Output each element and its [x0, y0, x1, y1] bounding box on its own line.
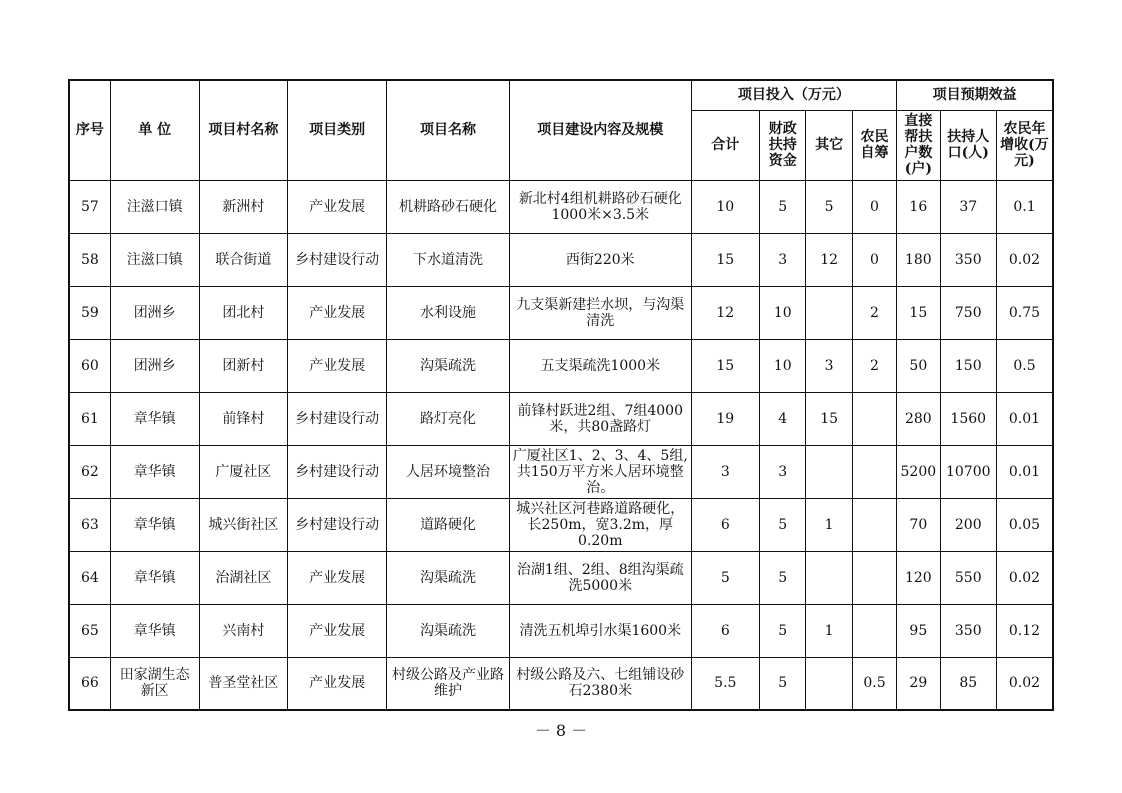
cell-unit: 章华镇: [110, 445, 199, 498]
cell-village: 前锋村: [199, 392, 288, 445]
cell-households: 50: [897, 339, 940, 392]
cell-households: 15: [897, 286, 940, 339]
cell-population: 150: [940, 339, 996, 392]
cell-content: 清洗五机埠引水渠1600米: [510, 604, 691, 657]
cell-households: 120: [897, 551, 940, 604]
cell-total: 19: [691, 392, 760, 445]
cell-village: 新洲村: [199, 180, 288, 233]
cell-name: 路灯亮化: [387, 392, 510, 445]
cell-farmer: 0: [852, 180, 896, 233]
cell-unit: 注滋口镇: [110, 180, 199, 233]
cell-population: 10700: [940, 445, 996, 498]
cell-seq: 62: [69, 445, 110, 498]
cell-village: 团新村: [199, 339, 288, 392]
cell-name: 沟渠疏洗: [387, 551, 510, 604]
table-row: [69, 551, 1053, 604]
cell-other: 15: [806, 392, 852, 445]
table-row: [69, 445, 1053, 498]
table-row: [69, 286, 1053, 339]
cell-total: 5: [691, 551, 760, 604]
cell-content: 前锋村跃进2组、7组4000米，共80盏路灯: [510, 392, 691, 445]
cell-name: 沟渠疏洗: [387, 339, 510, 392]
cell-income: 0.75: [996, 286, 1053, 339]
project-table: [68, 79, 1054, 711]
cell-farmer: 2: [852, 286, 896, 339]
cell-other: [806, 445, 852, 498]
table-row: [69, 604, 1053, 657]
cell-fiscal: 5: [760, 657, 806, 710]
cell-category: 乡村建设行动: [288, 445, 387, 498]
cell-name: 村级公路及产业路维护: [387, 657, 510, 710]
table-row: [69, 339, 1053, 392]
cell-income: 0.5: [996, 339, 1053, 392]
cell-population: 200: [940, 498, 996, 551]
cell-content: 西街220米: [510, 233, 691, 286]
cell-households: 180: [897, 233, 940, 286]
cell-name: 下水道清洗: [387, 233, 510, 286]
header-fiscal: 财政扶持资金: [760, 110, 806, 180]
cell-category: 乡村建设行动: [288, 498, 387, 551]
cell-households: 29: [897, 657, 940, 710]
cell-farmer: [852, 445, 896, 498]
table-row: [69, 657, 1053, 710]
cell-content: 广厦社区1、2、3、4、5组,共150万平方米人居环境整治。: [510, 445, 691, 498]
cell-population: 37: [940, 180, 996, 233]
header-category: 项目类别: [288, 80, 387, 180]
cell-other: 12: [806, 233, 852, 286]
cell-unit: 章华镇: [110, 604, 199, 657]
cell-other: 1: [806, 498, 852, 551]
header-farmer: 农民自筹: [852, 110, 896, 180]
cell-population: 1560: [940, 392, 996, 445]
cell-other: [806, 286, 852, 339]
cell-farmer: [852, 498, 896, 551]
cell-population: 750: [940, 286, 996, 339]
cell-income: 0.05: [996, 498, 1053, 551]
cell-category: 产业发展: [288, 180, 387, 233]
cell-total: 15: [691, 339, 760, 392]
cell-households: 16: [897, 180, 940, 233]
header-village: 项目村名称: [199, 80, 288, 180]
cell-farmer: [852, 392, 896, 445]
cell-fiscal: 3: [760, 233, 806, 286]
cell-households: 5200: [897, 445, 940, 498]
cell-total: 6: [691, 498, 760, 551]
cell-farmer: 2: [852, 339, 896, 392]
cell-content: 新北村4组机耕路砂石硬化1000米×3.5米: [510, 180, 691, 233]
cell-village: 联合街道: [199, 233, 288, 286]
cell-population: 350: [940, 604, 996, 657]
cell-seq: 65: [69, 604, 110, 657]
cell-income: 0.1: [996, 180, 1053, 233]
cell-seq: 61: [69, 392, 110, 445]
cell-unit: 团洲乡: [110, 286, 199, 339]
cell-unit: 田家湖生态新区: [110, 657, 199, 710]
page-number: － 8 －: [534, 721, 588, 740]
cell-category: 产业发展: [288, 657, 387, 710]
table-row: [69, 392, 1053, 445]
cell-name: 水利设施: [387, 286, 510, 339]
cell-income: 0.02: [996, 657, 1053, 710]
header-investment-group: 项目投入（万元）: [691, 80, 897, 110]
cell-seq: 58: [69, 233, 110, 286]
cell-income: 0.02: [996, 233, 1053, 286]
cell-seq: 66: [69, 657, 110, 710]
cell-total: 12: [691, 286, 760, 339]
cell-unit: 注滋口镇: [110, 233, 199, 286]
cell-unit: 章华镇: [110, 392, 199, 445]
cell-name: 道路硬化: [387, 498, 510, 551]
cell-population: 550: [940, 551, 996, 604]
cell-households: 95: [897, 604, 940, 657]
cell-other: 1: [806, 604, 852, 657]
cell-category: 产业发展: [288, 286, 387, 339]
cell-village: 治湖社区: [199, 551, 288, 604]
cell-fiscal: 10: [760, 286, 806, 339]
header-total: 合计: [691, 110, 760, 180]
cell-households: 280: [897, 392, 940, 445]
cell-farmer: [852, 604, 896, 657]
cell-content: 治湖1组、2组、8组沟渠疏洗5000米: [510, 551, 691, 604]
header-benefit-group: 项目预期效益: [897, 80, 1053, 110]
cell-income: 0.01: [996, 445, 1053, 498]
header-population: 扶持人口(人): [940, 110, 996, 180]
cell-seq: 63: [69, 498, 110, 551]
cell-income: 0.01: [996, 392, 1053, 445]
header-unit: 单 位: [110, 80, 199, 180]
header-seq: 序号: [69, 80, 110, 180]
cell-fiscal: 4: [760, 392, 806, 445]
cell-category: 乡村建设行动: [288, 392, 387, 445]
cell-farmer: 0: [852, 233, 896, 286]
cell-fiscal: 10: [760, 339, 806, 392]
cell-other: 5: [806, 180, 852, 233]
cell-seq: 59: [69, 286, 110, 339]
cell-fiscal: 5: [760, 498, 806, 551]
cell-seq: 60: [69, 339, 110, 392]
cell-unit: 团洲乡: [110, 339, 199, 392]
cell-households: 70: [897, 498, 940, 551]
cell-category: 乡村建设行动: [288, 233, 387, 286]
cell-income: 0.02: [996, 551, 1053, 604]
cell-total: 15: [691, 233, 760, 286]
cell-farmer: [852, 551, 896, 604]
cell-seq: 57: [69, 180, 110, 233]
header-content: 项目建设内容及规模: [510, 80, 691, 180]
cell-fiscal: 3: [760, 445, 806, 498]
cell-content: 城兴社区河巷路道路硬化，长250m，宽3.2m，厚0.20m: [510, 498, 691, 551]
cell-content: 五支渠疏洗1000米: [510, 339, 691, 392]
cell-farmer: 0.5: [852, 657, 896, 710]
cell-population: 85: [940, 657, 996, 710]
cell-unit: 章华镇: [110, 551, 199, 604]
cell-content: 九支渠新建拦水坝，与沟渠清洗: [510, 286, 691, 339]
cell-fiscal: 5: [760, 180, 806, 233]
cell-name: 沟渠疏洗: [387, 604, 510, 657]
cell-name: 机耕路砂石硬化: [387, 180, 510, 233]
cell-fiscal: 5: [760, 604, 806, 657]
cell-total: 6: [691, 604, 760, 657]
cell-category: 产业发展: [288, 339, 387, 392]
cell-category: 产业发展: [288, 551, 387, 604]
cell-village: 普圣堂社区: [199, 657, 288, 710]
table-row: [69, 180, 1053, 233]
cell-name: 人居环境整治: [387, 445, 510, 498]
cell-total: 3: [691, 445, 760, 498]
header-name: 项目名称: [387, 80, 510, 180]
header-other: 其它: [806, 110, 852, 180]
header-income: 农民年增收(万元): [996, 110, 1053, 180]
cell-other: 3: [806, 339, 852, 392]
cell-village: 兴南村: [199, 604, 288, 657]
cell-village: 城兴街社区: [199, 498, 288, 551]
cell-village: 团北村: [199, 286, 288, 339]
cell-population: 350: [940, 233, 996, 286]
cell-fiscal: 5: [760, 551, 806, 604]
cell-total: 10: [691, 180, 760, 233]
cell-income: 0.12: [996, 604, 1053, 657]
cell-other: [806, 657, 852, 710]
cell-village: 广厦社区: [199, 445, 288, 498]
cell-unit: 章华镇: [110, 498, 199, 551]
cell-content: 村级公路及六、七组铺设砂石2380米: [510, 657, 691, 710]
cell-seq: 64: [69, 551, 110, 604]
cell-other: [806, 551, 852, 604]
table-row: [69, 498, 1053, 551]
header-households: 直接帮扶户数(户): [897, 110, 940, 180]
cell-total: 5.5: [691, 657, 760, 710]
table-row: [69, 233, 1053, 286]
cell-category: 产业发展: [288, 604, 387, 657]
